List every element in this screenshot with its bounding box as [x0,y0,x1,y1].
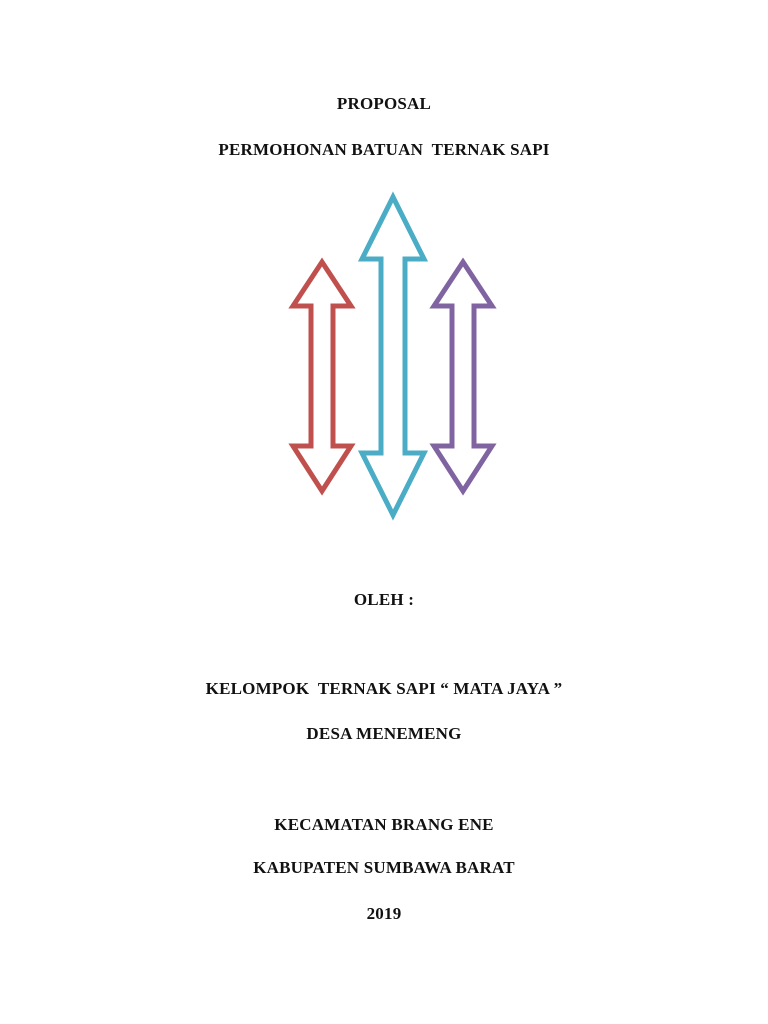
document-title: PROPOSAL [336,94,432,113]
village-name: DESA MENEMENG [306,724,462,743]
district-name: KECAMATAN BRANG ENE [274,815,494,834]
year: 2019 [366,904,402,923]
group-name: KELOMPOK TERNAK SAPI “ MATA JAYA ” [205,679,563,698]
center-double-arrow-icon [362,197,424,515]
right-double-arrow-icon [434,262,492,491]
by-label: OLEH : [353,590,415,609]
regency-name: KABUPATEN SUMBAWA BARAT [253,858,515,877]
document-subtitle: PERMOHONAN BATUAN TERNAK SAPI [218,140,550,159]
left-double-arrow-icon [293,262,351,491]
